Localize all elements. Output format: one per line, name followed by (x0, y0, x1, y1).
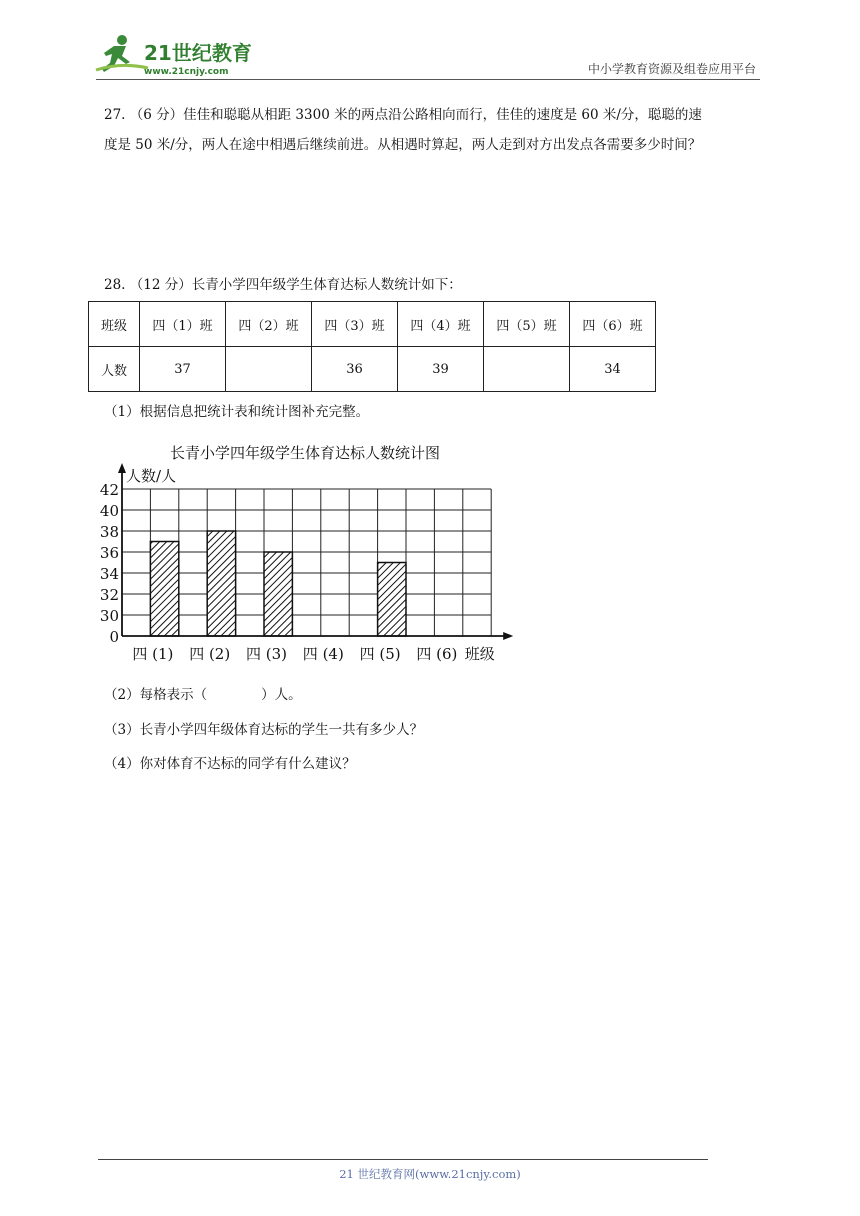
chart-bar (150, 542, 178, 637)
table-cell-blank[interactable] (484, 347, 570, 392)
x-tick-label: 四 (2) (189, 645, 231, 663)
table-cell-blank[interactable] (226, 347, 312, 392)
header-platform-text: 中小学教育资源及组卷应用平台 (587, 62, 756, 76)
y-tick-label: 32 (100, 586, 119, 604)
table-cell: 34 (570, 347, 656, 392)
x-tick-label: 四 (3) (246, 645, 288, 663)
table-cell: 四（6）班 (570, 302, 656, 347)
x-tick-label: 四 (4) (302, 645, 344, 663)
table-cell: 四（5）班 (484, 302, 570, 347)
table-cell: 四（2）班 (226, 302, 312, 347)
table-cell: 四（1）班 (140, 302, 226, 347)
table-cell: 班级 (89, 302, 140, 347)
chart-bar (207, 531, 235, 636)
chart-svg (100, 438, 530, 668)
x-axis-arrow-icon (503, 632, 513, 640)
table-cell: 人数 (89, 347, 140, 392)
x-tick-label: 四 (6) (416, 645, 458, 663)
site-logo (92, 32, 272, 78)
footer-divider (98, 1159, 708, 1160)
table-cell: 39 (398, 347, 484, 392)
bar-chart (100, 438, 530, 668)
sub-question-1: （1）根据信息把统计表和统计图补充完整。 (104, 404, 370, 420)
footer-text: 21 世纪教育网(www.21cnjy.com) (339, 1167, 521, 1181)
y-tick-label: 30 (100, 607, 119, 625)
y-tick-label: 34 (100, 565, 119, 583)
q27-line1: 27. （6 分）佳佳和聪聪从相距 3300 米的两点沿公路相向而行，佳佳的速度是 60 米/分，聪聪的速 (104, 107, 702, 123)
y-axis-arrow-icon (118, 463, 126, 473)
y-axis-label: 人数/人 (126, 467, 177, 485)
table-cell: 四（3）班 (312, 302, 398, 347)
logo-url: www.21cnjy.com (144, 67, 229, 77)
question-28-intro: 28. （12 分）长青小学四年级学生体育达标人数统计如下： (104, 277, 462, 293)
table-cell: 四（4）班 (398, 302, 484, 347)
logo-text: 21世纪教育 (144, 41, 252, 65)
x-tick-label: 四 (1) (132, 645, 174, 663)
header-divider (96, 79, 760, 80)
x-tick-label: 四 (5) (359, 645, 401, 663)
table-row (89, 347, 656, 392)
y-tick-label: 40 (100, 502, 119, 520)
y-tick-label: 38 (100, 523, 119, 541)
chart-bar (378, 563, 406, 637)
chart-bars (150, 531, 406, 636)
x-axis-label: 班级 (464, 645, 495, 663)
table-cell: 37 (140, 347, 226, 392)
sub-question-3: （3）长青小学四年级体育达标的学生一共有多少人？ (104, 722, 424, 738)
table-cell: 36 (312, 347, 398, 392)
q27-line2: 度是 50 米/分，两人在途中相遇后继续前进。从相遇时算起，两人走到对方出发点各需要多少时间？ (104, 137, 702, 153)
y-tick-label: 36 (100, 544, 119, 562)
sub-question-4: （4）你对体育不达标的同学有什么建议？ (104, 756, 356, 772)
stats-table (88, 301, 656, 392)
table-header-row (89, 302, 656, 347)
chart-title: 长青小学四年级学生体育达标人数统计图 (170, 444, 441, 462)
y-tick-label: 42 (100, 481, 119, 499)
y-tick-label: 0 (109, 628, 119, 646)
runner-logo-icon (92, 32, 272, 78)
chart-bar (264, 552, 292, 636)
question-27 (104, 100, 764, 160)
sub-question-2: （2）每格表示（ ）人。 (104, 687, 302, 703)
